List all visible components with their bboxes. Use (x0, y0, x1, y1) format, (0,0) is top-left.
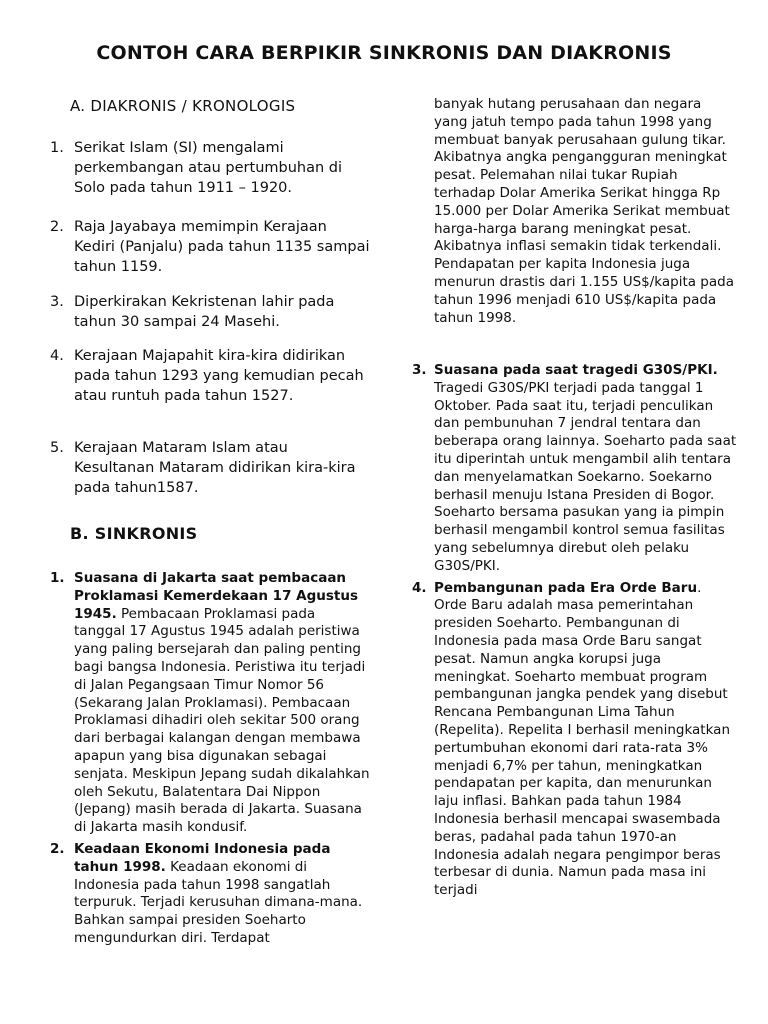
sinkronis-list-right (412, 362, 737, 900)
list-item (50, 841, 370, 948)
item-number: 4. (50, 348, 64, 364)
item-number: 2. (50, 219, 64, 235)
item-text (74, 841, 370, 948)
item-text: Kerajaan Mataram Islam atau Kesultanan Mataram didirikan kira-kira pada tahun1587. (74, 440, 356, 496)
item-number: 1. (50, 570, 65, 586)
item-description: Tragedi G30S/PKI terjadi pada tanggal 1 Oktober. Pada saat itu, terjadi penculikan dan pembunuhan 7 jendral tentara dan beberapa orang lainnya. Soeharto pada saat itu diperintah untuk mengambil alih tentara dan menyelamatkan Soekarno. Soekarno berhasil menuju Istana Presiden di Bogor. Soeharto bersama pasukan yang ia pimpin berhasil mengambil kontrol semua fasilitas yang sebelumnya direbut oleh pelaku G30S/PKI. (434, 379, 737, 574)
list-item (412, 580, 737, 900)
continued-text: banyak hutang perusahaan dan negara yang jatuh tempo pada tahun 1998 yang membuat banyak perusahaan gulung tikar. Akibatnya angka pengangguran meningkat pesat. Pelemahan nilai tukar Rupiah terhadap Dolar Amerika Serikat hingga Rp 15.000 per Dolar Amerika Serikat membuat harga-harga barang meningkat pesat. Akibatnya inflasi semakin tidak terkendali. Pendapatan per kapita Indonesia juga menurun drastis dari 1.155 US$/kapita pada tahun 1996 menjadi 610 US$/kapita pada tahun 1998. (434, 96, 734, 326)
section-heading-sinkronis: B. SINKRONIS (70, 524, 198, 543)
item-text: Raja Jayabaya memimpin Kerajaan Kediri (Panjalu) pada tahun 1135 sampai tahun 1159. (74, 219, 370, 275)
item-text: Diperkirakan Kekristenan lahir pada tahun 30 sampai 24 Masehi. (74, 294, 335, 330)
item-title: Keadaan Ekonomi Indonesia pada tahun 1998. (74, 840, 331, 875)
page-title: CONTOH CARA BERPIKIR SINKRONIS DAN DIAKRONIS (96, 42, 672, 64)
item-number: 1. (50, 140, 64, 156)
item-description: Pembacaan Proklamasi pada tanggal 17 Agustus 1945 adalah peristiwa yang paling bersejarah dan paling penting bagi bangsa Indonesia. Peristiwa itu terjadi di Jalan Pegangsaan Timur Nomor 56 (Sekarang Jalan Proklamasi). Pembacaan Proklamasi dihadiri oleh sekitar 500 orang dari berbagai kalangan dengan membawa apapun yang bisa digunakan sebagai senjata. Meskipun Jepang sudah dikalahkan oleh Sekutu, Balatentara Dai Nippon (Jepang) masih berada di Jakarta. Suasana di Jakarta masih kondusif. (74, 605, 370, 836)
item-number: 3. (412, 362, 427, 378)
item-number: 3. (50, 294, 64, 310)
item-text: Serikat Islam (SI) mengalami perkembangan atau pertumbuhan di Solo pada tahun 1911 – 1920. (74, 140, 343, 196)
item-title: Suasana pada saat tragedi G30S/PKI. (434, 362, 718, 378)
diakronis-list (50, 138, 370, 498)
item-number: 2. (50, 840, 65, 857)
item-number: 5. (50, 440, 64, 456)
list-item (50, 570, 370, 837)
sinkronis-list-left (50, 570, 370, 948)
section-heading-diakronis: A. DIAKRONIS / KRONOLOGIS (70, 97, 296, 115)
item-text: Kerajaan Majapahit kira-kira didirikan pada tahun 1293 yang kemudian pecah atau runtuh pada tahun 1527. (74, 348, 364, 404)
item-number: 4. (412, 579, 427, 596)
item-description: Keadaan ekonomi di Indonesia pada tahun 1998 sangatlah terpuruk. Terjadi kerusuhan dimana-mana. Bahkan sampai presiden Soeharto mengundurkan diri. Terdapat (74, 858, 363, 946)
list-item (412, 362, 737, 576)
item-text (434, 580, 737, 900)
list-item (50, 346, 370, 438)
item-description: . Orde Baru adalah masa pemerintahan presiden Soeharto. Pembangunan di Indonesia pada masa Orde Baru sangat pesat. Namun angka korupsi juga meningkat. Soeharto membuat program pembangunan jangka pendek yang disebut Rencana Pembangunan Lima Tahun (Repelita). Repelita I berhasil meningkatkan pertumbuhan ekonomi dari rata-rata 3% menjadi 6,7% per tahun, meningkatkan pendapatan per kapita, dan menurunkan laju inflasi. Bahkan pada tahun 1984 Indonesia berhasil mencapai swasembada beras, padahal pada tahun 1970-an Indonesia adalah negara pengimpor beras terbesar di dunia. Namun pada masa ini terjadi (434, 579, 731, 899)
item-title: Suasana di Jakarta saat pembacaan Proklamasi Kemerdekaan 17 Agustus 1945. (74, 570, 359, 622)
list-item (50, 292, 370, 346)
list-item (50, 217, 370, 292)
item-text (434, 362, 737, 576)
item-text (74, 570, 370, 837)
list-item (50, 138, 370, 217)
list-item (50, 438, 370, 498)
item-title: Pembangunan pada Era Orde Baru (434, 579, 698, 596)
